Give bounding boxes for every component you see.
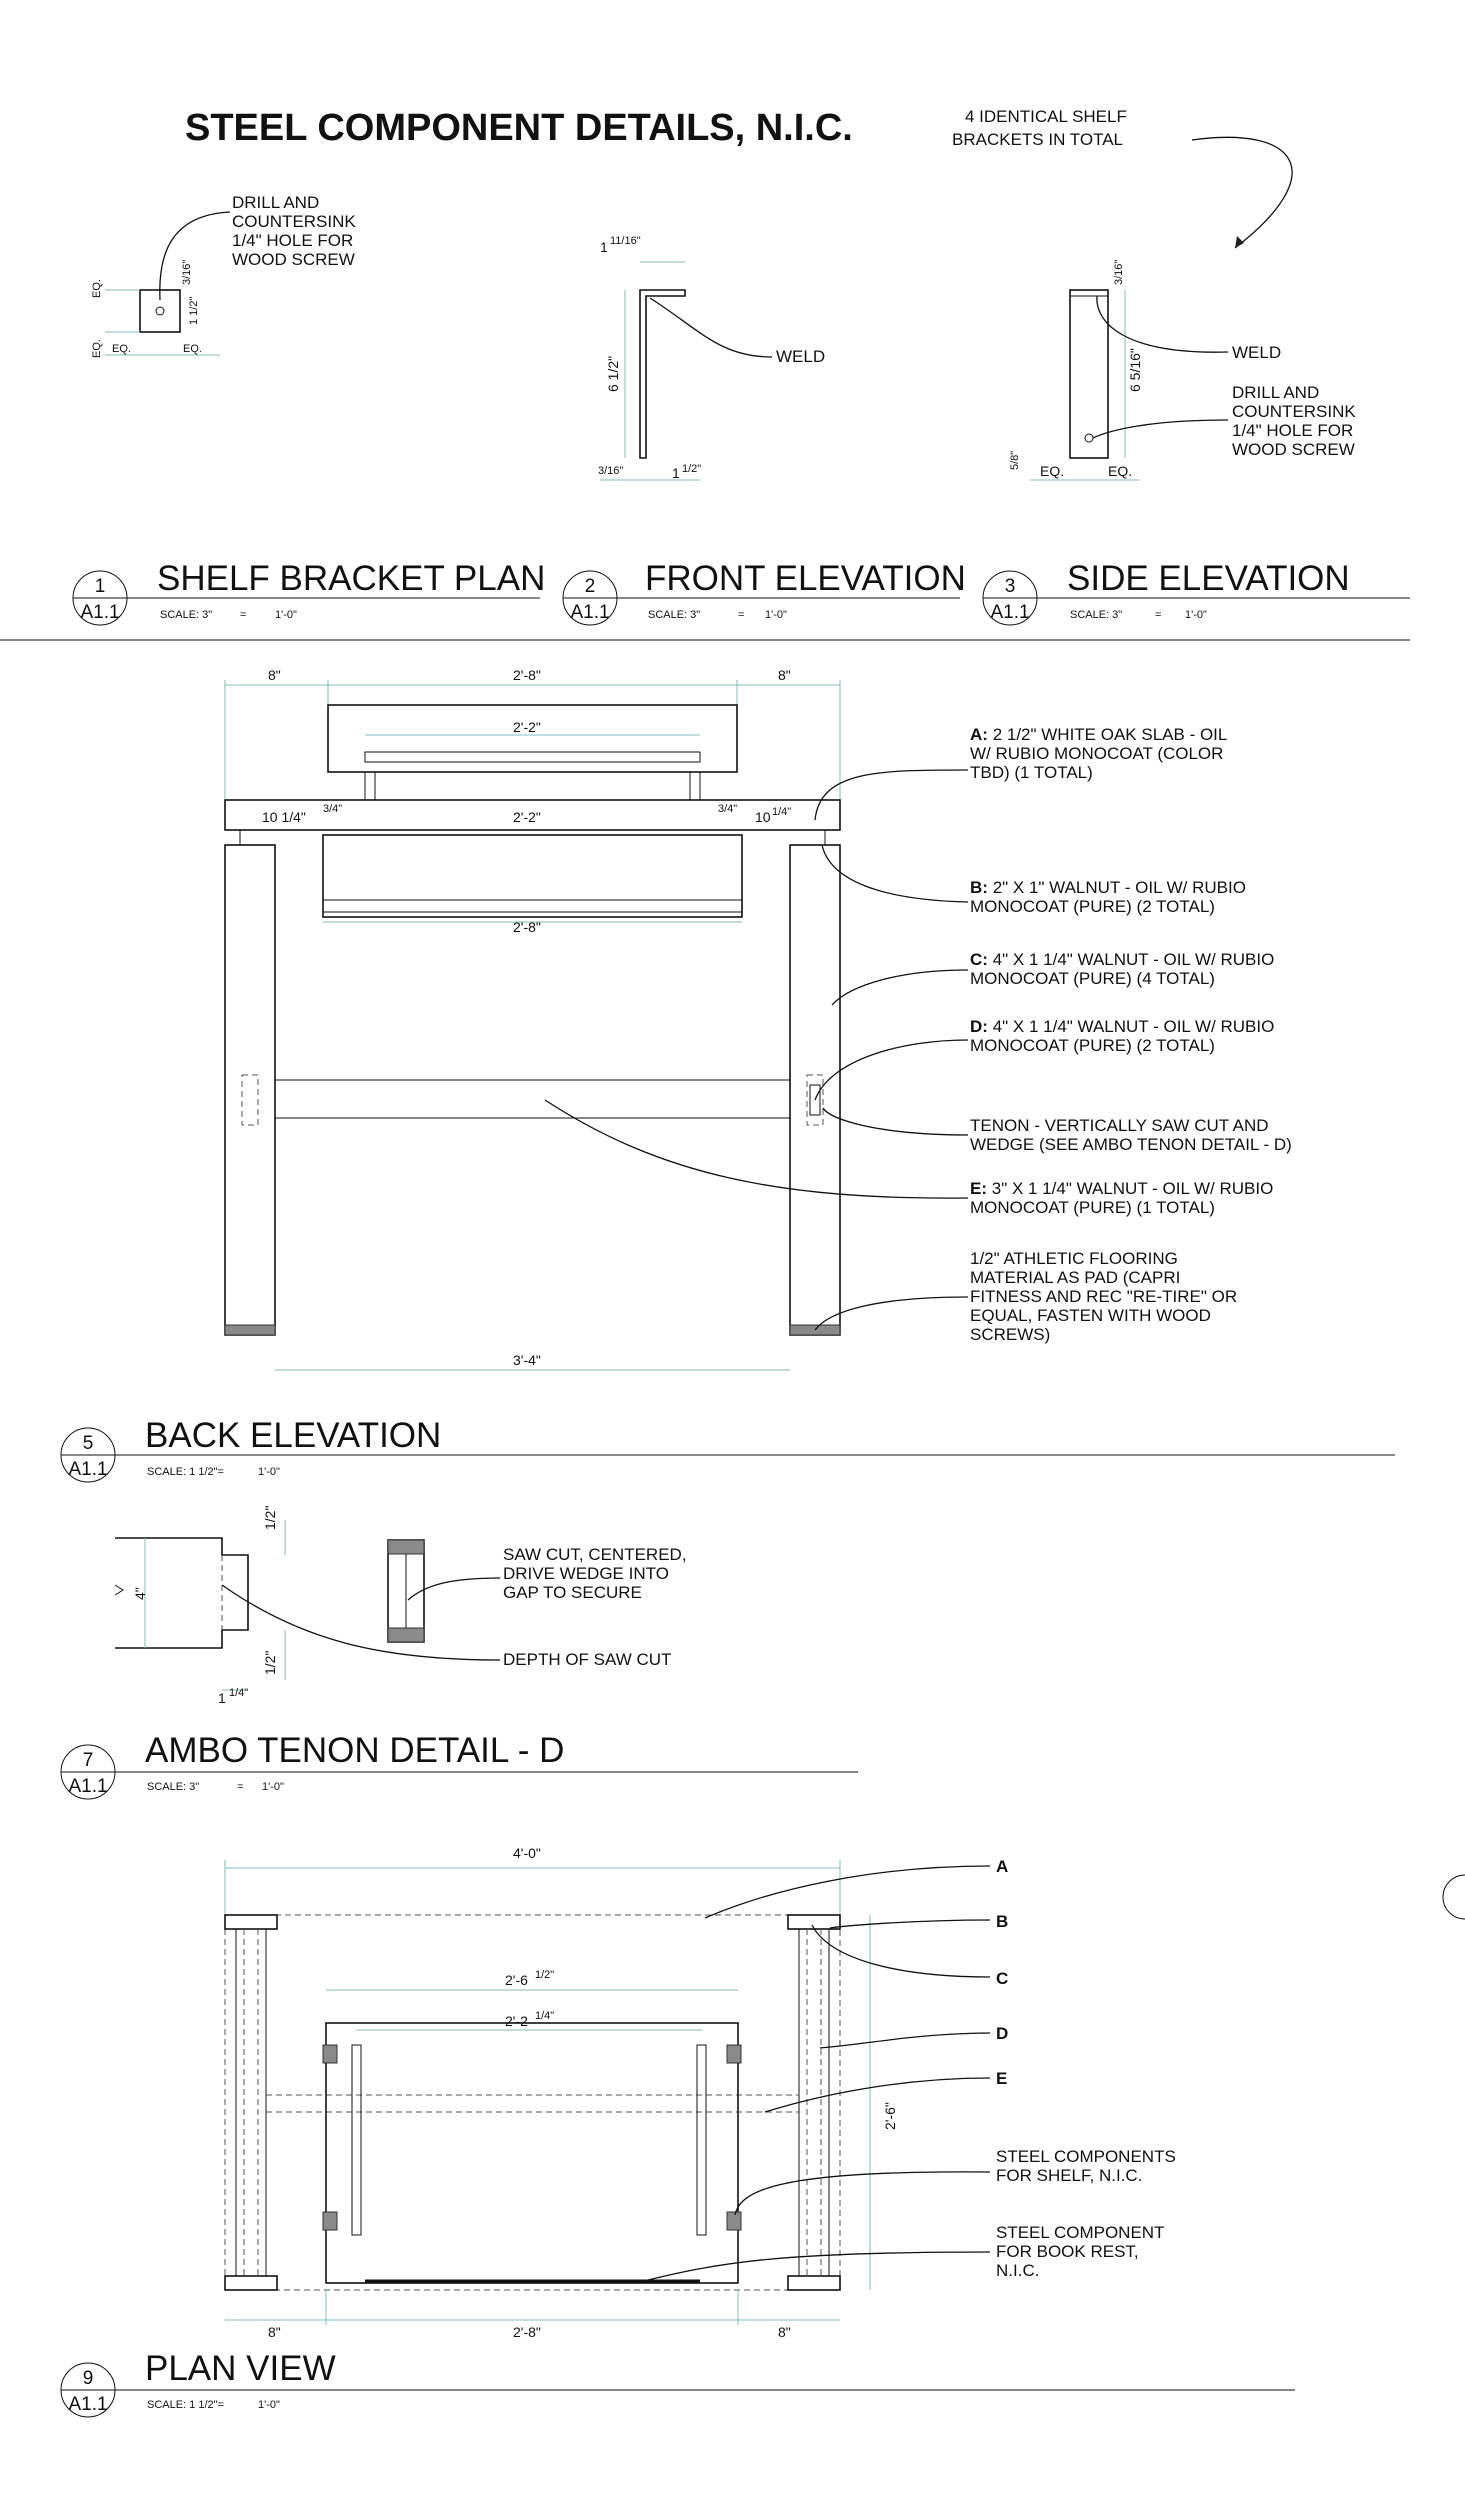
plan-rail-left — [352, 2045, 361, 2235]
top-callout-line-1: 4 IDENTICAL SHELF — [965, 107, 1127, 126]
shelf-b — [323, 900, 742, 912]
view-9-scale-value: 1'-0" — [258, 2399, 280, 2411]
tenon-left — [242, 1075, 258, 1125]
view-1-number: 1 — [94, 576, 106, 597]
view-2-scale-value: 1'-0" — [765, 609, 787, 621]
dim-1-1-2: 1 1/2" — [188, 296, 200, 325]
callout-pad-line-2: MATERIAL AS PAD (CAPRI — [970, 1268, 1181, 1287]
callout-pad-line-1: 1/2" ATHLETIC FLOORING — [970, 1249, 1178, 1268]
side-note-4: WOOD SCREW — [1232, 440, 1355, 459]
callout-c-line-1: C: 4" X 1 1/4" WALNUT - OIL W/ RUBIO — [970, 950, 1275, 969]
plan-rail-right — [697, 2045, 706, 2235]
side-drill-leader — [1093, 420, 1228, 438]
plan-leader-d — [820, 2033, 990, 2048]
plan-leg-right — [799, 1929, 829, 2276]
drill-leader — [160, 212, 230, 300]
plan-letter-b: B — [996, 1912, 1009, 1931]
saw-cut-line-1: SAW CUT, CENTERED, — [503, 1545, 687, 1564]
callout-a-line-1: A: 2 1/2" WHITE OAK SLAB - OIL — [970, 725, 1228, 744]
view-2-number: 2 — [584, 576, 596, 597]
view-5-scale-value: 1'-0" — [258, 1466, 280, 1478]
view-7-number: 7 — [82, 1750, 94, 1771]
view-2-title: FRONT ELEVATION — [645, 559, 966, 598]
callout-b-line-2: MONOCOAT (PURE) (2 TOTAL) — [970, 897, 1215, 916]
view-2-scale: SCALE: 3" — [648, 609, 701, 621]
callout-b-line-1: B: 2" X 1" WALNUT - OIL W/ RUBIO — [970, 878, 1246, 897]
plan-leader-shelf — [735, 2172, 990, 2215]
top-callout-line-2: BRACKETS IN TOTAL — [952, 130, 1123, 149]
sheet-title: STEEL COMPONENT DETAILS, N.I.C. — [185, 107, 853, 149]
leg-left — [225, 845, 275, 1335]
leader-e — [545, 1100, 968, 1198]
plan-dim-shelf: 2'-6 — [505, 1972, 528, 1988]
plan-steel-shelf-2: FOR SHELF, N.I.C. — [996, 2166, 1143, 2185]
back-dim-right-ov-frac: 1/4" — [772, 806, 792, 818]
back-dim-right: 8" — [778, 667, 791, 683]
callout-d-line-1: D: 4" X 1 1/4" WALNUT - OIL W/ RUBIO — [970, 1017, 1275, 1036]
view-3-sheet: A1.1 — [990, 602, 1030, 623]
view-9-scale: SCALE: 1 1/2"= — [147, 2399, 224, 2411]
view-5-sheet: A1.1 — [68, 1459, 108, 1480]
view-7-scale-eq: = — [237, 1781, 244, 1793]
back-dim-lower: 2'-8" — [513, 919, 541, 935]
leader-tenon — [823, 1108, 968, 1135]
front-weld-leader — [650, 298, 772, 357]
bracket-plan-note-4: WOOD SCREW — [232, 250, 355, 269]
lower-shelf — [323, 835, 742, 917]
plan-leg-left — [236, 1929, 266, 2276]
view-7-scale: SCALE: 3" — [147, 1781, 200, 1793]
back-dim-left-ov: 10 1/4" — [262, 809, 306, 825]
callout-pad-line-3: FITNESS AND REC "RE-TIRE" OR — [970, 1287, 1238, 1306]
plan-letter-c: C — [996, 1969, 1009, 1988]
side-weld-leader — [1097, 296, 1228, 352]
view-title-7 — [61, 1731, 858, 1799]
plan-steel-shelf-1: STEEL COMPONENTS — [996, 2147, 1176, 2166]
view-1-sheet: A1.1 — [80, 602, 120, 623]
side-elevation-drawing — [1009, 260, 1356, 480]
plan-dim-shelf-frac: 1/2" — [535, 1969, 555, 1981]
plan-view-drawing — [225, 1845, 1176, 2340]
dim-3-16: 3/16" — [181, 259, 193, 285]
bracket-plan-note-1: DRILL AND — [232, 193, 320, 212]
plan-dim-left: 8" — [268, 2324, 281, 2340]
plan-leader-b — [830, 1920, 990, 1928]
side-weld-label: WELD — [1232, 343, 1282, 362]
plan-leader-c — [812, 1925, 990, 1977]
plan-dim-middle: 2'-8" — [513, 2324, 541, 2340]
view-1-title: SHELF BRACKET PLAN — [157, 559, 546, 598]
view-title-3 — [983, 559, 1410, 625]
side-dim-eq-2: EQ. — [1108, 463, 1133, 479]
view-3-scale: SCALE: 3" — [1070, 609, 1123, 621]
view-7-sheet: A1.1 — [68, 1776, 108, 1797]
view-7-title: AMBO TENON DETAIL - D — [145, 1731, 565, 1770]
saw-cut-line-2: DRIVE WEDGE INTO — [503, 1564, 669, 1583]
bracket-side — [1070, 290, 1108, 458]
view-2-scale-eq: = — [738, 609, 745, 621]
top-callout-leader — [1192, 137, 1292, 248]
callout-pad-line-5: SCREWS) — [970, 1325, 1051, 1344]
plan-letter-e: E — [996, 2069, 1008, 2088]
back-dim-middle: 2'-8" — [513, 667, 541, 683]
side-note-3: 1/4" HOLE FOR — [1232, 421, 1354, 440]
view-3-title: SIDE ELEVATION — [1067, 559, 1350, 598]
arrowhead — [1235, 236, 1244, 248]
view-3-scale-eq: = — [1155, 609, 1162, 621]
front-dim-top-frac: 11/16" — [610, 235, 641, 247]
saw-cut-line-3: GAP TO SECURE — [503, 1583, 642, 1602]
view-9-title: PLAN VIEW — [145, 2349, 336, 2388]
plan-dim-overall: 4'-0" — [513, 1845, 541, 1861]
top-callout — [952, 107, 1292, 248]
front-dim-bottom-right: 1 — [672, 465, 680, 481]
screw-hole — [156, 307, 164, 315]
view-5-scale: SCALE: 1 1/2"= — [147, 1466, 224, 1478]
back-dim-left: 8" — [268, 667, 281, 683]
plan-dim-inner-frac: 1/4" — [535, 2010, 555, 2022]
view-1-scale: SCALE: 3" — [160, 609, 213, 621]
view-title-1 — [73, 559, 545, 625]
offpage-bubble — [1443, 1875, 1465, 1919]
back-dim-small-l: 3/4" — [323, 803, 343, 815]
front-elevation-drawing — [598, 235, 825, 481]
side-dim-top: 3/16" — [1113, 259, 1125, 285]
plan-letter-a: A — [996, 1857, 1009, 1876]
leg-right — [790, 845, 840, 1335]
leader-c — [832, 970, 968, 1005]
callout-e-line-2: MONOCOAT (PURE) (1 TOTAL) — [970, 1198, 1215, 1217]
view-1-scale-eq: = — [240, 609, 247, 621]
view-5-title: BACK ELEVATION — [145, 1416, 442, 1455]
tenon-dim-base: 1 — [218, 1690, 226, 1706]
view-7-scale-value: 1'-0" — [262, 1781, 284, 1793]
dim-eq-4: EQ. — [183, 343, 202, 355]
plan-letter-d: D — [996, 2024, 1009, 2043]
back-elevation-drawing — [225, 667, 968, 1370]
back-dim-shelf: 2'-2" — [513, 719, 541, 735]
steel-bracket — [323, 2212, 337, 2230]
callout-c-line-2: MONOCOAT (PURE) (4 TOTAL) — [970, 969, 1215, 988]
side-dim-side: 5/8" — [1009, 450, 1021, 470]
depth-label: DEPTH OF SAW CUT — [503, 1650, 672, 1669]
plan-steel-book-2: FOR BOOK REST, — [996, 2242, 1139, 2261]
callout-tenon-line-2: WEDGE (SEE AMBO TENON DETAIL - D) — [970, 1135, 1292, 1154]
front-dim-top: 1 — [600, 239, 608, 255]
view-9-number: 9 — [82, 2368, 94, 2389]
back-dim-inner: 2'-2" — [513, 809, 541, 825]
front-dim-height: 6 1/2" — [605, 355, 621, 392]
plan-steel-book-1: STEEL COMPONENT — [996, 2223, 1165, 2242]
steel-bracket — [323, 2045, 337, 2063]
callout-tenon-line-1: TENON - VERTICALLY SAW CUT AND — [970, 1116, 1269, 1135]
back-dim-right-ov: 10 — [755, 809, 771, 825]
tenon-dim-base-frac: 1/4" — [229, 1687, 249, 1699]
saw-cut-leader — [408, 1578, 500, 1600]
tenon-dim-height: 4" — [132, 1587, 148, 1600]
plan-dim-inner: 2'-2 — [505, 2013, 528, 2029]
tenon-dim-top: 1/2" — [262, 1505, 278, 1530]
front-dim-bottom-left: 3/16" — [598, 465, 624, 477]
plan-dim-right: 8" — [778, 2324, 791, 2340]
view-1-scale-value: 1'-0" — [275, 609, 297, 621]
bracket-plan-note-2: COUNTERSINK — [232, 212, 356, 231]
tenon-detail-drawing — [115, 1506, 687, 1706]
side-dim-eq-1: EQ. — [1040, 463, 1065, 479]
bracket-profile — [640, 290, 685, 458]
leader-b — [822, 845, 968, 902]
plan-leader-book — [640, 2252, 990, 2282]
front-weld-label: WELD — [776, 347, 826, 366]
leader-a — [815, 770, 968, 820]
book-rest-ledge — [365, 752, 700, 762]
depth-leader — [222, 1585, 500, 1660]
plan-shelf — [326, 2023, 738, 2283]
slab-outline — [225, 1915, 840, 2290]
back-dim-small-r: 3/4" — [718, 803, 738, 815]
side-dim-height: 6 5/16" — [1127, 348, 1143, 392]
dim-eq-3: EQ. — [112, 343, 131, 355]
callout-e-line-1: E: 3" X 1 1/4" WALNUT - OIL W/ RUBIO — [970, 1179, 1274, 1198]
callout-a-line-2: W/ RUBIO MONOCOAT (COLOR — [970, 744, 1224, 763]
view-3-scale-value: 1'-0" — [1185, 609, 1207, 621]
bracket-plan-drawing — [91, 193, 356, 358]
dim-eq-2: EQ. — [91, 339, 103, 358]
side-note-1: DRILL AND — [1232, 383, 1320, 402]
bracket-plan-note-3: 1/4" HOLE FOR — [232, 231, 354, 250]
view-title-9 — [61, 2349, 1295, 2417]
callout-pad-line-4: EQUAL, FASTEN WITH WOOD — [970, 1306, 1211, 1325]
steel-bracket — [727, 2045, 741, 2063]
back-callouts — [970, 725, 1292, 1344]
front-dim-bottom-frac: 1/2" — [682, 463, 702, 475]
view-3-number: 3 — [1004, 576, 1016, 597]
view-5-number: 5 — [82, 1433, 94, 1454]
dim-eq-1: EQ. — [91, 279, 103, 298]
back-dim-base: 3'-4" — [513, 1352, 541, 1368]
steel-bracket — [727, 2212, 741, 2230]
callout-d-line-2: MONOCOAT (PURE) (2 TOTAL) — [970, 1036, 1215, 1055]
view-title-5 — [61, 1416, 1395, 1482]
side-screw-hole — [1085, 434, 1093, 442]
leader-d — [815, 1040, 968, 1100]
plan-leader-a — [705, 1866, 990, 1918]
view-title-2 — [563, 559, 966, 625]
tenon-dim-bottom: 1/2" — [262, 1650, 278, 1675]
callout-a-line-3: TBD) (1 TOTAL) — [970, 763, 1093, 782]
view-2-sheet: A1.1 — [570, 602, 610, 623]
plan-dim-depth: 2'-6" — [882, 2102, 898, 2130]
view-9-sheet: A1.1 — [68, 2394, 108, 2415]
plan-steel-book-3: N.I.C. — [996, 2261, 1040, 2280]
side-note-2: COUNTERSINK — [1232, 402, 1356, 421]
